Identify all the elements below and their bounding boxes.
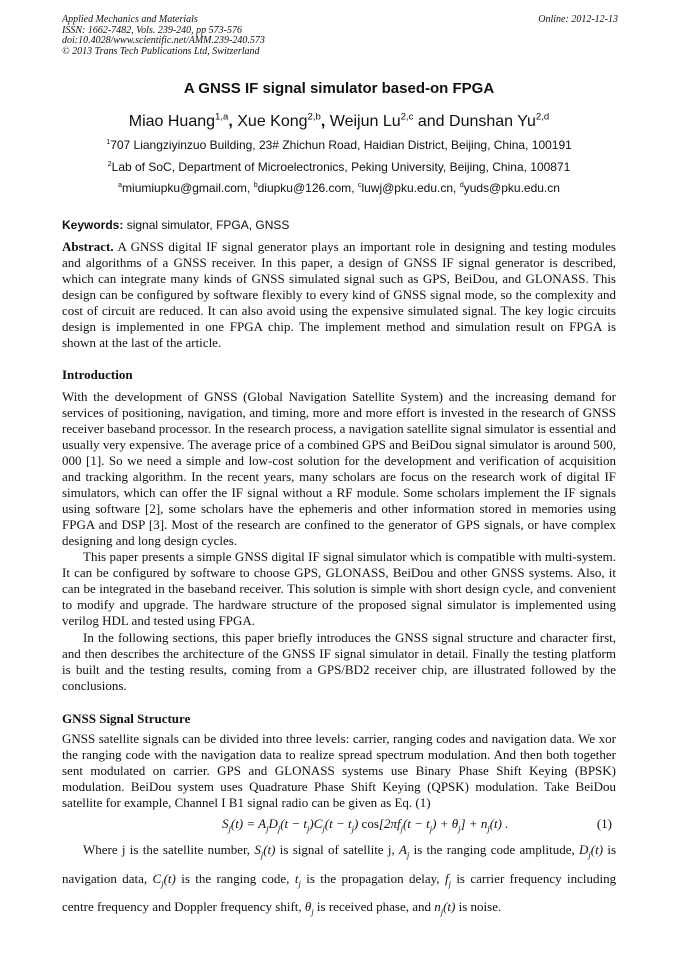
author-name: Dunshan Yu <box>449 113 536 130</box>
keywords-label: Keywords: <box>62 218 124 232</box>
explanation-text: is the ranging code amplitude, <box>413 842 575 857</box>
abstract-label: Abstract. <box>62 239 114 254</box>
signal-structure-paragraph: GNSS satellite signals can be divided into three levels: carrier, ranging codes and navigation data. We xor the ranging code with the navigation data to realize spread spectrum modulation. And then both together sent modulated on carrier. GPS and GLONASS systems use Binary Phase Shift Keying (BPSK) modulation. BeiDou system uses Quadrature Phase Shift Keying (QPSK) modulation. Take BeiDou satellite for example, Channel I B1 signal radio can be given as Eq. (1) <box>62 731 616 810</box>
author-name: Weijun Lu <box>329 113 401 130</box>
online-date: Online: 2012-12-13 <box>538 14 618 25</box>
email: miumiupku@gmail.com <box>122 181 247 195</box>
section-heading-signal-structure: GNSS Signal Structure <box>62 711 191 726</box>
explanation-text: is noise. <box>458 899 502 915</box>
author-list <box>62 113 616 131</box>
email-sup: a <box>118 180 123 189</box>
paper-title: A GNSS IF signal simulator based-on FPGA <box>183 80 495 97</box>
email: diupku@126.com <box>257 181 352 195</box>
explanation-text: is the propagation delay, <box>306 870 440 886</box>
section-heading-introduction: Introduction <box>62 367 133 382</box>
explanation-text: is the ranging code, <box>181 870 290 886</box>
copyright-line: © 2013 Trans Tech Publications Ltd, Switzerland <box>62 45 260 57</box>
equation-explanation: Where j is the satellite number, $S_j(t)$ is signal of satellite j, $A_j$ is the ranging code amplitude, $D_j(t)$ is navigation data, $C_j(t)$ is the ranging code, $t_j$ is the propagation delay, $f_j$ is carrier frequency including centre frequency and Doppler frequency shift, $\theta_j$ is received phase, and $n_j(t)$ is noise. <box>62 842 617 917</box>
affiliation-2 <box>62 160 616 174</box>
email: yuds@pku.edu.cn <box>463 181 560 195</box>
intro-paragraph-2: This paper presents a simple GNSS digital IF signal simulator which is compatible with multi-system. It can be configured by software to choose GPS, GLONASS, BeiDou and other GNSS systems. Also, it can be integrated in the baseband receiver. This solution is simple with short design cycle, and convenient to modify and upgrade. The hardware structure of the proposed signal simulator is implemented using verilog HDL and tested using FPGA. <box>62 549 616 628</box>
author-name: Xue Kong <box>237 113 308 130</box>
author-separator: , <box>320 113 330 130</box>
explanation-text: is navigation data, <box>62 842 617 886</box>
affiliation-text: Lab of SoC, Department of Microelectronics, Peking University, Beijing, China, 100871 <box>111 160 571 174</box>
equation-1 <box>62 816 616 832</box>
explanation-text: Where j is the satellite number, <box>83 842 251 857</box>
email-sup: c <box>357 180 362 189</box>
author-sup: 2,c <box>400 111 414 123</box>
affiliation-sup: 1 <box>106 137 111 146</box>
intro-paragraph-3: In the following sections, this paper briefly introduces the GNSS signal structure and character first, and then describes the architecture of the GNSS IF signal simulator in detail. Finally the testing platform is built and the testing results, coming from a GPS/BD2 receiver chip, are illustrated followed by the conclusions. <box>62 630 616 693</box>
keywords <box>62 218 616 232</box>
author-separator: and <box>413 113 450 130</box>
equation-number: (1) <box>596 816 612 831</box>
email-list: $^a$miumiupku@gmail.com, $^b$diupku@126.com, $^c$luwj@pku.edu.cn, $^d$yuds@pku.edu.cn <box>118 180 560 195</box>
affiliation-1 <box>62 138 616 152</box>
email: luwj@pku.edu.cn <box>361 181 454 195</box>
issn-line: ISSN: 1662-7482, Vols. 239-240, pp 573-576 <box>62 24 242 36</box>
journal-name: Applied Mechanics and Materials <box>62 14 198 25</box>
abstract <box>62 239 616 351</box>
equation-expression: $S_j(t) = A_jD_j(t - t_j)C_j(t - t_j) \cos[2\pi f_j(t - t_j) + \theta_j] + n_j(t)$ . <box>222 816 509 834</box>
email-sup: d <box>459 180 464 189</box>
author-name: Miao Huang <box>128 113 216 130</box>
author-sup: 2,b <box>307 111 321 123</box>
affiliation-text: 707 Liangziyinzuo Building, 23# Zhichun Road, Haidian District, Beijing, China, 100191 <box>110 138 572 152</box>
author-sup: 1,a <box>215 111 229 123</box>
affiliation-sup: 2 <box>107 159 112 168</box>
author-sup: 2,d <box>535 111 550 123</box>
explanation-text: is received phase, and <box>316 899 431 915</box>
explanation-text: is signal of satellite j, <box>279 842 395 857</box>
abstract-text: A GNSS digital IF signal generator plays an important role in designing and testing modules and algorithms of a GNSS receiver. In this paper, a design of GNSS IF signal generator is described, which can integrate many kinds of GNSS simulated signal such as GPS, BeiDou, and GLONASS. This design can be configured by software flexibly to every kind of GNSS signal mode, so the complexity and cost of circuit are reduced. It can also avoid using the expensive simulated signal. The key logic circuits design is implemented in one FPGA chip. The implement method and simulation result on FPGA is shown at the last of the article. <box>62 239 616 350</box>
email-sup: b <box>253 180 258 189</box>
author-separator: , <box>228 113 238 130</box>
intro-paragraph-1: With the development of GNSS (Global Navigation Satellite System) and the increasing demand for services of positioning, navigation, and timing, more and more effort is invested in the research of GNSS receiver baseband processor. In the research process, a navigation satellite signal simulator is essential and usually very expensive. The average price of a combined GPS and BeiDou signal simulator is around 500, 000 [1]. So we need a simple and low-cost solution for the development and verification of acquisition and tracking algorithm. In the recent years, many scholars are focus on the research work of digital IF simulators, which can offer the IF signal without a RF module. Some scholars implement the IF signals using software [2], some scholars have the ephemeris and other information stored in memories using FPGA and DSP [3]. Most of the research are confined to the generator of GPS signals, or have complex designing and long design cycles. <box>62 389 616 548</box>
doi-line: doi:10.4028/www.scientific.net/AMM.239-240.573 <box>62 35 265 46</box>
explanation-text: is carrier frequency including centre frequency and Doppler frequency shift, <box>62 870 617 915</box>
keywords-text: signal simulator, FPGA, GNSS <box>126 218 290 232</box>
journal-header <box>62 15 618 57</box>
